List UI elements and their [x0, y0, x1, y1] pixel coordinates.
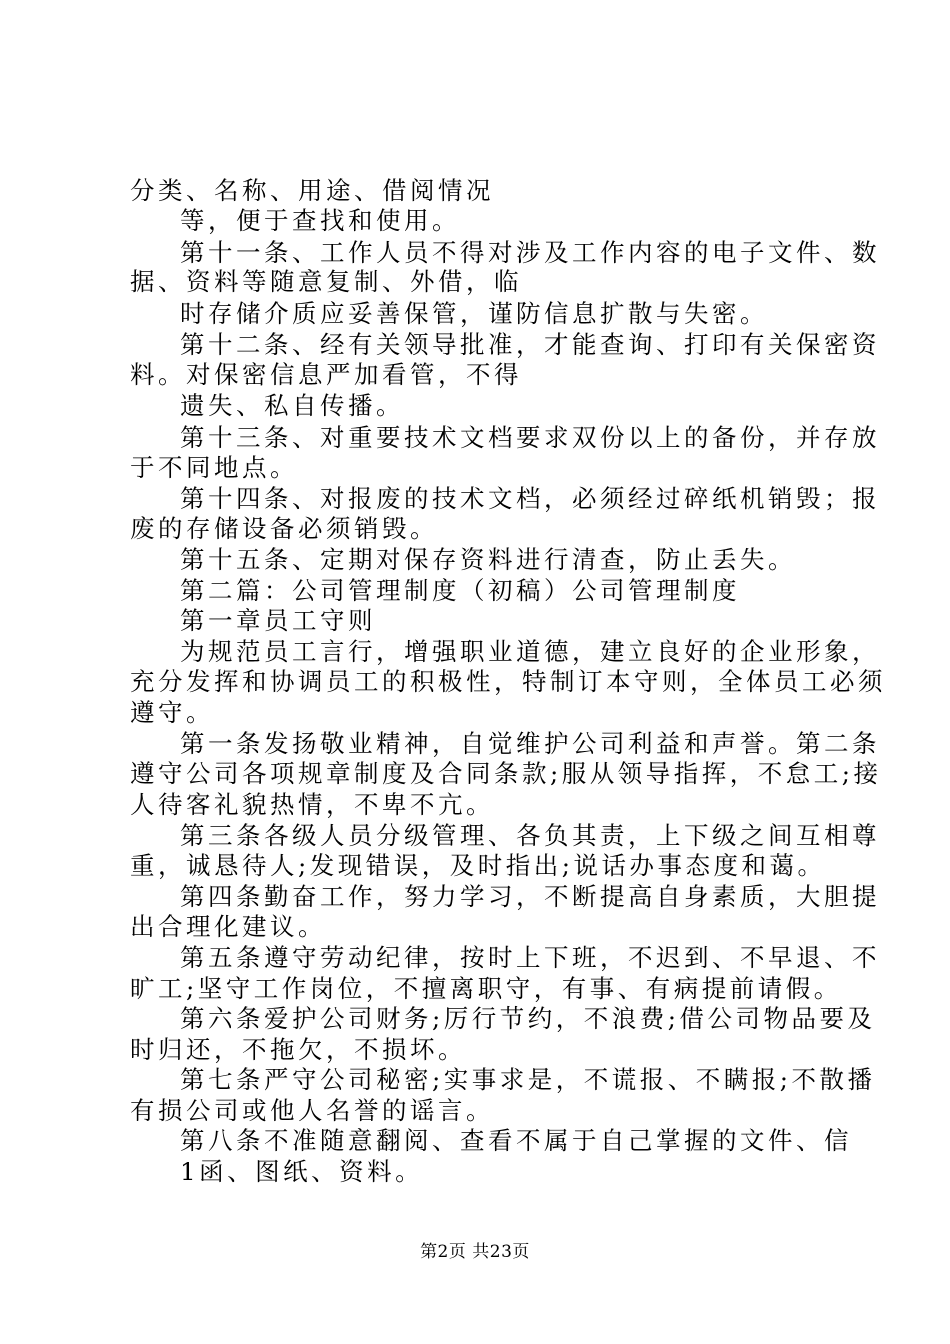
text-line: 遵守公司各项规章制度及合同条款;服从领导指挥，不怠工;接 [130, 759, 882, 788]
text-line: 等，便于查找和使用。 [180, 206, 460, 235]
text-line: 分类、名称、用途、借阅情况 [130, 176, 494, 205]
text-line: 遵守。 [130, 698, 214, 727]
text-line: 第四条勤奋工作，努力学习，不断提高自身素质，大胆提 [180, 882, 880, 911]
text-line: 第一章员工守则 [180, 606, 376, 635]
text-line: 1函、图纸、资料。 [180, 1157, 424, 1186]
text-line: 第六条爱护公司财务;厉行节约，不浪费;借公司物品要及 [180, 1004, 876, 1033]
text-line: 重，诚恳待人;发现错误，及时指出;说话办事态度和蔼。 [130, 851, 826, 880]
text-line: 于不同地点。 [130, 453, 298, 482]
text-line: 第五条遵守劳动纪律，按时上下班，不迟到、不早退、不 [180, 943, 880, 972]
text-line: 第八条不准随意翻阅、查看不属于自己掌握的文件、信 [180, 1126, 852, 1155]
text-line: 遗失、私自传播。 [180, 391, 404, 420]
text-line: 第二篇：公司管理制度（初稿）公司管理制度 [180, 576, 740, 605]
page-number-footer: 第2页 共23页 [420, 1242, 530, 1262]
text-line: 第七条严守公司秘密;实事求是，不谎报、不瞒报;不散播 [180, 1065, 876, 1094]
text-line: 为规范员工言行，增强职业道德，建立良好的企业形象， [180, 637, 880, 666]
text-line: 第一条发扬敬业精神，自觉维护公司利益和声誉。第二条 [180, 729, 880, 758]
text-line: 第十五条、定期对保存资料进行清查，防止丢失。 [180, 545, 796, 574]
text-line: 第三条各级人员分级管理、各负其责，上下级之间互相尊 [180, 821, 880, 850]
text-line: 第十三条、对重要技术文档要求双份以上的备份，并存放 [180, 423, 880, 452]
text-line: 据、资料等随意复制、外借，临 [130, 267, 522, 296]
text-line: 出合理化建议。 [130, 912, 326, 941]
text-line: 时存储介质应妥善保管，谨防信息扩散与失密。 [180, 299, 768, 328]
text-line: 第十一条、工作人员不得对涉及工作内容的电子文件、数 [180, 238, 880, 267]
text-line: 废的存储设备必须销毁。 [130, 514, 438, 543]
text-line: 旷工;坚守工作岗位，不擅离职守，有事、有病提前请假。 [130, 974, 842, 1003]
text-line: 有损公司或他人名誉的谣言。 [130, 1096, 494, 1125]
text-line: 料。对保密信息严加看管，不得 [130, 360, 522, 389]
text-line: 第十四条、对报废的技术文档，必须经过碎纸机销毁；报 [180, 484, 880, 513]
text-line: 人待客礼貌热情，不卑不亢。 [130, 790, 494, 819]
text-line: 第十二条、经有关领导批准，才能查询、打印有关保密资 [180, 330, 880, 359]
text-line: 时归还，不拖欠，不损坏。 [130, 1035, 466, 1064]
text-line: 充分发挥和协调员工的积极性，特制订本守则，全体员工必须 [130, 667, 886, 696]
